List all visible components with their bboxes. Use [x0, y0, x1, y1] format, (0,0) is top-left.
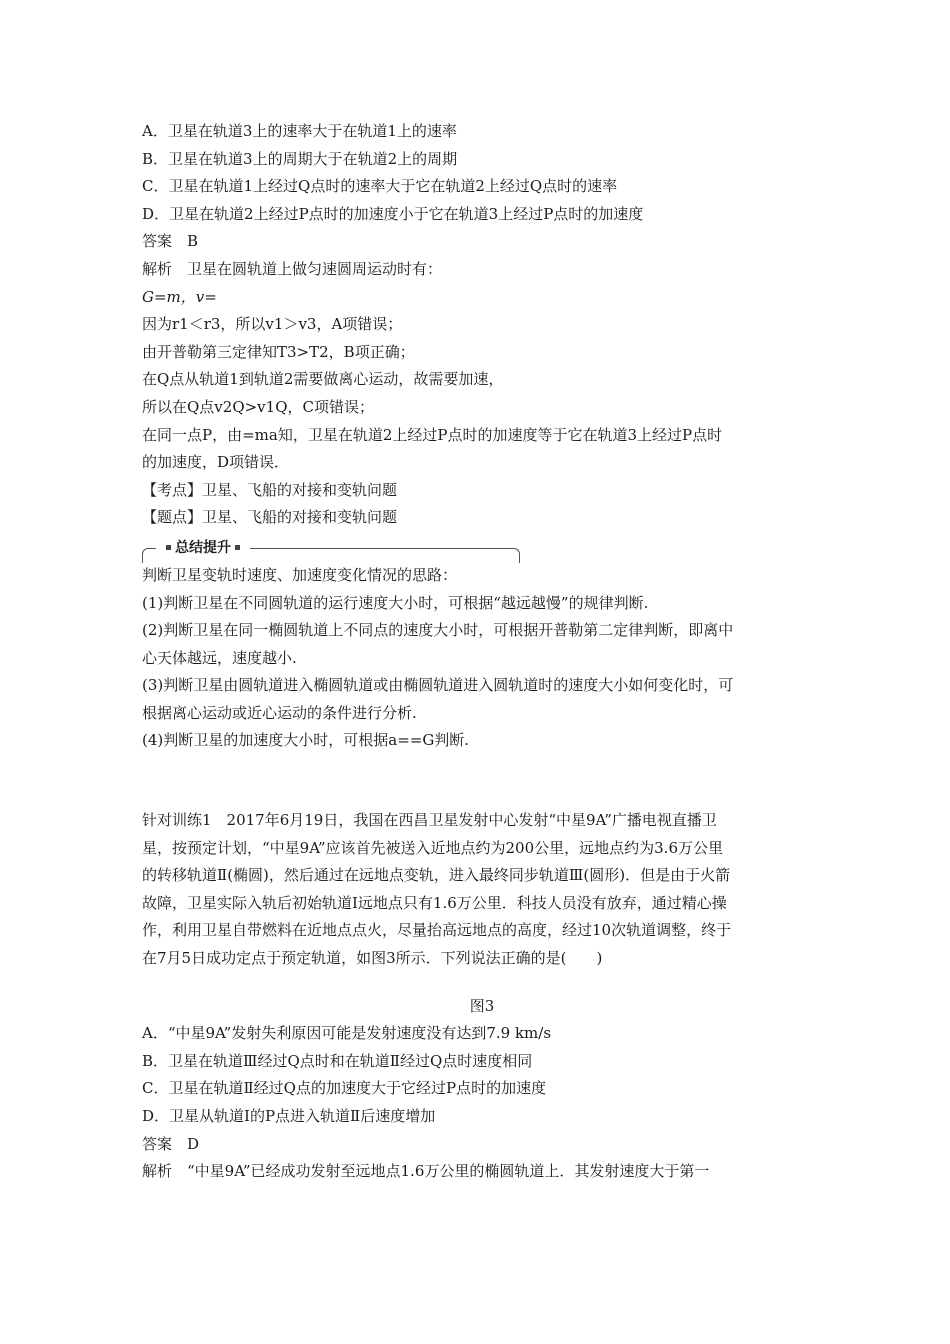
analysis-line: 在同一点P，由=ma知，卫星在轨道2上经过P点时的加速度等于它在轨道3上经过P点时	[142, 425, 723, 444]
training-line: 的转移轨道Ⅱ(椭圆)，然后通过在远地点变轨，进入最终同步轨道Ⅲ(圆形)．但是由于火箭	[142, 866, 731, 885]
summary-line: (4)判断卫星的加速度大小时，可根据a==G判断.	[142, 731, 470, 750]
analysis-line: 所以在Q点v2Q>v1Q，C项错误；	[142, 397, 374, 416]
option-b: B．卫星在轨道Ⅲ经过Q点时和在轨道Ⅱ经过Q点时速度相同	[142, 1051, 533, 1070]
analysis-line: G=m，v=	[142, 287, 217, 306]
question2-options	[142, 1020, 822, 1130]
page-content	[142, 118, 822, 1186]
summary-line: (3)判断卫星由圆轨道进入椭圆轨道或由椭圆轨道进入圆轨道时的速度大小如何变化时，可	[142, 676, 734, 695]
summary-block	[142, 562, 822, 755]
kaodian-line: 【考点】卫星、飞船的对接和变轨问题	[142, 480, 398, 499]
figure-caption: 图3	[469, 996, 495, 1015]
training-line: 故障，卫星实际入轨后初始轨道Ⅰ远地点只有1.6万公里．科技人员没有放弃，通过精心操	[142, 893, 727, 912]
training-line: 星，按预定计划，“中星9A”应该首先被送入近地点约为200公里，远地点约为3.6万公里	[142, 838, 723, 857]
spacer	[142, 755, 822, 807]
training-block	[142, 807, 822, 973]
analysis-line: 因为r1＜r3，所以v1＞v3，A项错误；	[142, 315, 403, 334]
analysis-line: 在Q点从轨道1到轨道2需要做离心运动，故需要加速，	[142, 370, 504, 389]
analysis-line: 解析 卫星在圆轨道上做匀速圆周运动时有：	[142, 259, 443, 278]
summary-line: 根据离心运动或近心运动的条件进行分析.	[142, 703, 417, 722]
option-a: A．“中星9A”发射失利原因可能是发射速度没有达到7.9 km/s	[142, 1024, 552, 1043]
option-d: D．卫星在轨道2上经过P点时的加速度小于它在轨道3上经过P点时的加速度	[142, 204, 644, 223]
analysis-line: 的加速度，D项错误．	[142, 453, 290, 472]
square-bullet-icon	[235, 545, 240, 550]
training-line: 在7月5日成功定点于预定轨道，如图3所示．下列说法正确的是( )	[142, 949, 603, 968]
answer-line: 答案 D	[142, 1134, 200, 1153]
summary-header	[142, 538, 822, 562]
summary-line: (2)判断卫星在同一椭圆轨道上不同点的速度大小时，可根据开普勒第二定律判断，即离中	[142, 621, 734, 640]
analysis-block	[142, 256, 822, 477]
analysis-line: 由开普勒第三定律知T3>T2，B项正确；	[142, 342, 415, 361]
option-d: D．卫星从轨道Ⅰ的P点进入轨道Ⅱ后速度增加	[142, 1107, 436, 1125]
training-line: 针对训练1 2017年6月19日，我国在西昌卫星发射中心发射“中星9A”广播电视直播卫	[142, 811, 717, 830]
option-b: B．卫星在轨道3上的周期大于在轨道2上的周期	[142, 149, 458, 168]
summary-line: 心天体越远，速度越小.	[142, 648, 297, 667]
training-line: 作，利用卫星自带燃料在近地点点火，尽量抬高远地点的高度，经过10次轨道调整，终于	[142, 921, 732, 940]
summary-line: (1)判断卫星在不同圆轨道的运行速度大小时，可根据“越远越慢”的规律判断.	[142, 593, 649, 612]
option-c: C．卫星在轨道Ⅱ经过Q点的加速度大于它经过P点时的加速度	[142, 1079, 547, 1098]
summary-line: 判断卫星变轨时速度、加速度变化情况的思路：	[142, 565, 458, 584]
square-bullet-icon	[166, 545, 171, 550]
analysis-line: 解析 “中星9A”已经成功发射至远地点1.6万公里的椭圆轨道上．其发射速度大于第一	[142, 1162, 710, 1181]
summary-title	[156, 538, 250, 558]
answer-line: 答案 B	[142, 232, 199, 251]
tidian-line: 【题点】卫星、飞船的对接和变轨问题	[142, 508, 398, 527]
summary-title-text: 总结提升	[175, 539, 231, 556]
question-options	[142, 118, 822, 228]
option-a: A．卫星在轨道3上的速率大于在轨道1上的速率	[142, 122, 457, 140]
option-c: C．卫星在轨道1上经过Q点时的速率大于它在轨道2上经过Q点时的速率	[142, 177, 618, 196]
